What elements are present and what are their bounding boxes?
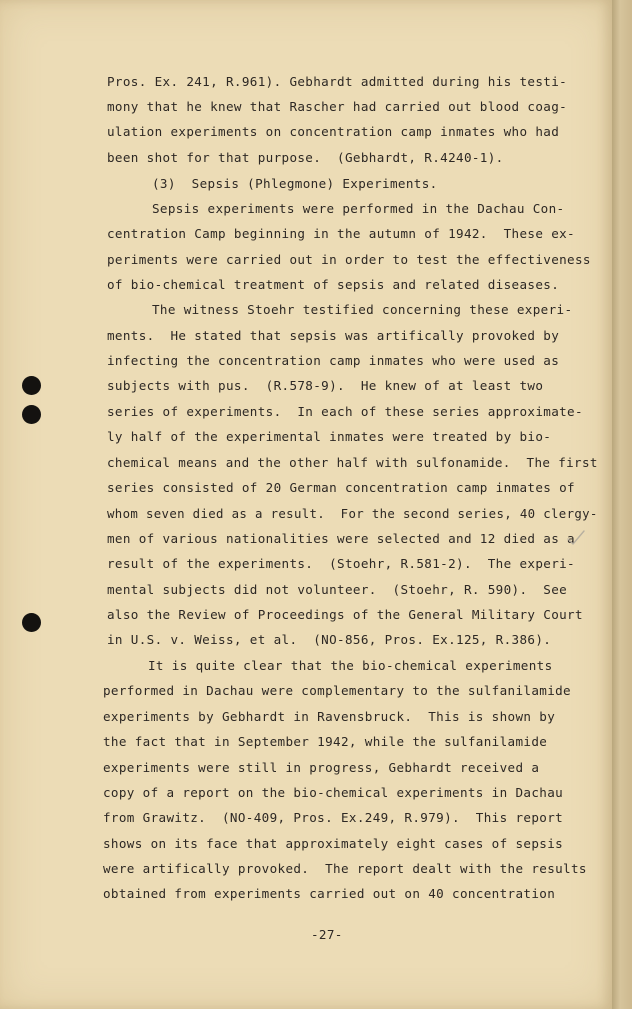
text-line: experiments were still in progress, Gebhardt received a: [103, 760, 540, 775]
text-line: from Grawitz. (NO-409, Pros. Ex.249, R.979). This report: [103, 810, 564, 825]
punch-hole: [22, 376, 41, 395]
text-line: periments were carried out in order to test the effectiveness: [107, 252, 591, 267]
text-line: mental subjects did not volunteer. (Stoehr, R. 590). See: [107, 582, 568, 597]
text-line: men of various nationalities were selected and 12 died as a: [107, 531, 575, 546]
page-number: -27-: [311, 927, 343, 942]
text-line: in U.S. v. Weiss, et al. (NO-856, Pros. Ex.125, R.386).: [107, 632, 552, 647]
text-line: series consisted of 20 German concentration camp inmates of: [107, 480, 575, 495]
paper-edge: [612, 0, 632, 1009]
text-line: experiments by Gebhardt in Ravensbruck. This is shown by: [103, 709, 556, 724]
text-line: ulation experiments on concentration camp inmates who had: [107, 124, 560, 139]
punch-hole: [22, 613, 41, 632]
text-line: Pros. Ex. 241, R.961). Gebhardt admitted during his testi-: [107, 74, 568, 89]
text-line: ments. He stated that sepsis was artifically provoked by: [107, 328, 560, 343]
text-line: performed in Dachau were complementary to the sulfanilamide: [103, 683, 571, 698]
text-line: whom seven died as a result. For the second series, 40 clergy-: [107, 506, 598, 521]
text-line: Sepsis experiments were performed in the Dachau Con-: [152, 201, 565, 216]
text-line: of bio-chemical treatment of sepsis and related diseases.: [107, 277, 560, 292]
text-line: series of experiments. In each of these series approximate-: [107, 404, 583, 419]
text-line: It is quite clear that the bio-chemical experiments: [148, 658, 553, 673]
text-line: were artifically provoked. The report dealt with the results: [103, 861, 587, 876]
text-line: centration Camp beginning in the autumn of 1942. These ex-: [107, 226, 575, 241]
text-line: copy of a report on the bio-chemical experiments in Dachau: [103, 785, 564, 800]
text-line: result of the experiments. (Stoehr, R.581-2). The experi-: [107, 556, 575, 571]
section-heading: (3) Sepsis (Phlegmone) Experiments.: [152, 176, 438, 191]
text-line: been shot for that purpose. (Gebhardt, R.4240-1).: [107, 150, 504, 165]
text-line: shows on its face that approximately eight cases of sepsis: [103, 836, 564, 851]
text-line: chemical means and the other half with sulfonamide. The first: [107, 455, 598, 470]
text-line: ly half of the experimental inmates were treated by bio-: [107, 429, 552, 444]
text-line: the fact that in September 1942, while the sulfanilamide: [103, 734, 548, 749]
checkmark-annotation-icon: [566, 528, 586, 548]
text-line: obtained from experiments carried out on 40 concentration: [103, 886, 556, 901]
text-line: mony that he knew that Rascher had carried out blood coag-: [107, 99, 568, 114]
text-line: infecting the concentration camp inmates who were used as: [107, 353, 560, 368]
text-line: also the Review of Proceedings of the General Military Court: [107, 607, 583, 622]
text-line: subjects with pus. (R.578-9). He knew of at least two: [107, 378, 544, 393]
text-line: The witness Stoehr testified concerning these experi-: [152, 302, 573, 317]
punch-hole: [22, 405, 41, 424]
